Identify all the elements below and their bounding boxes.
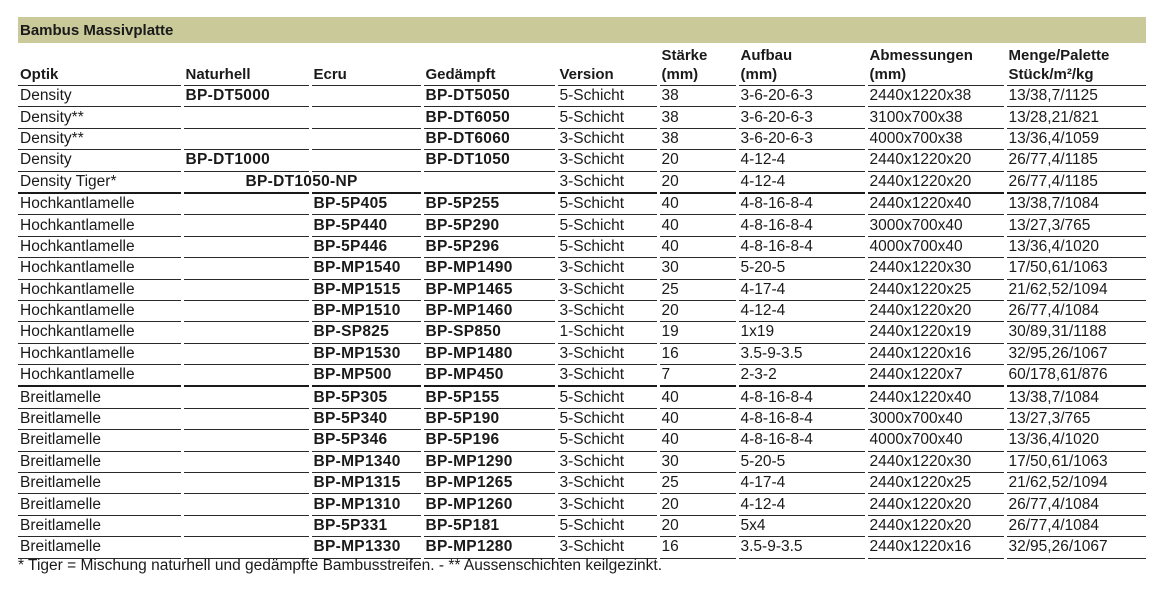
table-row	[18, 537, 1146, 558]
cell-aufbau: 4-12-4	[737, 300, 866, 321]
cell-naturhell	[182, 300, 310, 321]
cell-version: 5-Schicht	[556, 86, 658, 107]
cell-menge: 13/27,3/765	[1005, 408, 1146, 429]
table-row	[18, 279, 1146, 300]
table-row	[18, 451, 1146, 472]
cell-staerke: 30	[658, 258, 737, 279]
cell-abmessungen: 2440x1220x38	[866, 86, 1005, 107]
cell-naturhell	[182, 128, 310, 149]
cell-ecru: BP-5P331	[310, 515, 422, 536]
table-row	[18, 515, 1146, 536]
cell-staerke: 30	[658, 451, 737, 472]
cell-ecru: BP-SP825	[310, 322, 422, 343]
cell-abmessungen: 2440x1220x30	[866, 258, 1005, 279]
cell-aufbau: 4-8-16-8-4	[737, 386, 866, 408]
cell-abmessungen: 4000x700x40	[866, 236, 1005, 257]
cell-version: 5-Schicht	[556, 193, 658, 215]
cell-abmessungen: 3000x700x40	[866, 408, 1005, 429]
table-row	[18, 107, 1146, 128]
cell-staerke: 38	[658, 107, 737, 128]
cell-optik: Breitlamelle	[18, 430, 182, 451]
cell-aufbau: 4-17-4	[737, 473, 866, 494]
cell-naturhell	[182, 386, 310, 408]
cell-naturhell	[182, 473, 310, 494]
cell-abmessungen: 4000x700x38	[866, 128, 1005, 149]
header-naturhell: Naturhell	[182, 44, 310, 86]
cell-gedaempft: BP-MP1260	[422, 494, 556, 515]
cell-ecru	[310, 150, 422, 171]
cell-optik: Breitlamelle	[18, 473, 182, 494]
cell-ecru: BP-MP1515	[310, 279, 422, 300]
cell-menge: 13/36,4/1059	[1005, 128, 1146, 149]
cell-gedaempft: BP-DT6060	[422, 128, 556, 149]
cell-abmessungen: 2440x1220x16	[866, 537, 1005, 558]
table-row	[18, 430, 1146, 451]
cell-optik: Hochkantlamelle	[18, 236, 182, 257]
cell-aufbau: 4-12-4	[737, 494, 866, 515]
cell-abmessungen: 3100x700x38	[866, 107, 1005, 128]
cell-ecru: BP-MP1540	[310, 258, 422, 279]
cell-abmessungen: 2440x1220x20	[866, 171, 1005, 193]
cell-optik: Breitlamelle	[18, 451, 182, 472]
cell-menge: 17/50,61/1063	[1005, 451, 1146, 472]
cell-aufbau: 4-17-4	[737, 279, 866, 300]
cell-abmessungen: 2440x1220x20	[866, 515, 1005, 536]
table-row	[18, 494, 1146, 515]
cell-ecru	[310, 107, 422, 128]
cell-staerke: 40	[658, 386, 737, 408]
cell-menge: 26/77,4/1084	[1005, 515, 1146, 536]
cell-abmessungen: 2440x1220x19	[866, 322, 1005, 343]
cell-menge: 30/89,31/1188	[1005, 322, 1146, 343]
cell-menge: 26/77,4/1185	[1005, 171, 1146, 193]
cell-staerke: 25	[658, 279, 737, 300]
cell-version: 3-Schicht	[556, 258, 658, 279]
cell-version: 5-Schicht	[556, 107, 658, 128]
cell-gedaempft: BP-DT1050	[422, 150, 556, 171]
cell-version: 3-Schicht	[556, 279, 658, 300]
cell-ecru	[310, 128, 422, 149]
cell-version: 1-Schicht	[556, 322, 658, 343]
cell-optik: Density**	[18, 107, 182, 128]
cell-gedaempft: BP-DT6050	[422, 107, 556, 128]
cell-gedaempft	[422, 171, 556, 193]
cell-staerke: 40	[658, 408, 737, 429]
cell-staerke: 20	[658, 300, 737, 321]
table-row	[18, 171, 1146, 193]
cell-aufbau: 1x19	[737, 322, 866, 343]
cell-gedaempft: BP-MP1465	[422, 279, 556, 300]
cell-gedaempft: BP-MP450	[422, 365, 556, 387]
cell-naturhell	[182, 430, 310, 451]
cell-gedaempft: BP-5P196	[422, 430, 556, 451]
cell-staerke: 20	[658, 494, 737, 515]
cell-version: 5-Schicht	[556, 236, 658, 257]
cell-abmessungen: 2440x1220x20	[866, 300, 1005, 321]
cell-staerke: 40	[658, 430, 737, 451]
cell-gedaempft: BP-MP1290	[422, 451, 556, 472]
cell-version: 3-Schicht	[556, 473, 658, 494]
cell-abmessungen: 2440x1220x7	[866, 365, 1005, 387]
cell-menge: 13/36,4/1020	[1005, 430, 1146, 451]
cell-gedaempft: BP-MP1265	[422, 473, 556, 494]
cell-optik: Breitlamelle	[18, 386, 182, 408]
cell-naturhell	[182, 193, 310, 215]
cell-gedaempft: BP-SP850	[422, 322, 556, 343]
cell-aufbau: 3-6-20-6-3	[737, 107, 866, 128]
table-row	[18, 236, 1146, 257]
cell-naturhell	[182, 494, 310, 515]
cell-ecru: BP-5P405	[310, 193, 422, 215]
header-gedaempft: Gedämpft	[422, 44, 556, 86]
cell-version: 3-Schicht	[556, 451, 658, 472]
table-row	[18, 86, 1146, 107]
header-staerke: Stärke (mm)	[658, 44, 737, 86]
cell-abmessungen: 2440x1220x25	[866, 473, 1005, 494]
cell-gedaempft: BP-5P255	[422, 193, 556, 215]
product-table	[18, 44, 1146, 559]
cell-naturhell	[182, 343, 310, 364]
cell-aufbau: 4-12-4	[737, 150, 866, 171]
cell-menge: 21/62,52/1094	[1005, 279, 1146, 300]
cell-version: 5-Schicht	[556, 215, 658, 236]
cell-optik: Hochkantlamelle	[18, 343, 182, 364]
cell-naturhell	[182, 215, 310, 236]
cell-abmessungen: 4000x700x40	[866, 430, 1005, 451]
cell-naturhell	[182, 537, 310, 558]
cell-gedaempft: BP-DT5050	[422, 86, 556, 107]
cell-ecru: BP-5P305	[310, 386, 422, 408]
cell-aufbau: 4-8-16-8-4	[737, 215, 866, 236]
cell-naturhell	[182, 322, 310, 343]
cell-gedaempft: BP-5P290	[422, 215, 556, 236]
table-row	[18, 300, 1146, 321]
cell-aufbau: 4-8-16-8-4	[737, 408, 866, 429]
cell-abmessungen: 2440x1220x30	[866, 451, 1005, 472]
cell-optik: Breitlamelle	[18, 515, 182, 536]
header-menge: Menge/Palette Stück/m²/kg	[1005, 44, 1146, 86]
cell-aufbau: 4-8-16-8-4	[737, 430, 866, 451]
cell-gedaempft: BP-MP1490	[422, 258, 556, 279]
cell-optik: Hochkantlamelle	[18, 300, 182, 321]
cell-ecru	[310, 86, 422, 107]
cell-version: 3-Schicht	[556, 150, 658, 171]
cell-menge: 26/77,4/1185	[1005, 150, 1146, 171]
cell-staerke: 40	[658, 215, 737, 236]
cell-staerke: 19	[658, 322, 737, 343]
cell-optik: Hochkantlamelle	[18, 322, 182, 343]
cell-ecru: BP-5P346	[310, 430, 422, 451]
cell-version: 5-Schicht	[556, 408, 658, 429]
cell-optik: Hochkantlamelle	[18, 279, 182, 300]
cell-staerke: 25	[658, 473, 737, 494]
cell-gedaempft: BP-MP1460	[422, 300, 556, 321]
cell-menge: 13/27,3/765	[1005, 215, 1146, 236]
cell-gedaempft: BP-5P155	[422, 386, 556, 408]
cell-menge: 13/38,7/1125	[1005, 86, 1146, 107]
cell-gedaempft: BP-5P296	[422, 236, 556, 257]
cell-ecru: BP-5P340	[310, 408, 422, 429]
header-abmessungen: Abmessungen (mm)	[866, 44, 1005, 86]
cell-optik: Density	[18, 150, 182, 171]
cell-aufbau: 5-20-5	[737, 451, 866, 472]
cell-ecru: BP-MP1330	[310, 537, 422, 558]
cell-menge: 13/36,4/1020	[1005, 236, 1146, 257]
table-row	[18, 365, 1146, 387]
cell-staerke: 16	[658, 537, 737, 558]
cell-staerke: 20	[658, 171, 737, 193]
cell-version: 3-Schicht	[556, 365, 658, 387]
table-title: Bambus Massivplatte	[18, 17, 1146, 43]
cell-aufbau: 2-3-2	[737, 365, 866, 387]
cell-menge: 21/62,52/1094	[1005, 473, 1146, 494]
cell-abmessungen: 2440x1220x25	[866, 279, 1005, 300]
cell-menge: 26/77,4/1084	[1005, 300, 1146, 321]
cell-ecru: BP-MP1510	[310, 300, 422, 321]
table-row	[18, 408, 1146, 429]
cell-aufbau: 3.5-9-3.5	[737, 537, 866, 558]
cell-naturhell	[182, 279, 310, 300]
table-row	[18, 258, 1146, 279]
cell-aufbau: 4-8-16-8-4	[737, 193, 866, 215]
cell-ecru: BP-MP500	[310, 365, 422, 387]
header-optik: Optik	[18, 44, 182, 86]
cell-gedaempft: BP-MP1480	[422, 343, 556, 364]
cell-ecru: BP-MP1315	[310, 473, 422, 494]
cell-ecru: BP-5P440	[310, 215, 422, 236]
table-row	[18, 322, 1146, 343]
cell-naturhell	[182, 236, 310, 257]
cell-staerke: 20	[658, 515, 737, 536]
cell-menge: 13/38,7/1084	[1005, 386, 1146, 408]
cell-menge: 17/50,61/1063	[1005, 258, 1146, 279]
cell-optik: Hochkantlamelle	[18, 215, 182, 236]
cell-ecru: BP-MP1530	[310, 343, 422, 364]
cell-gedaempft: BP-MP1280	[422, 537, 556, 558]
cell-version: 3-Schicht	[556, 537, 658, 558]
cell-version: 3-Schicht	[556, 494, 658, 515]
table-row	[18, 343, 1146, 364]
cell-aufbau: 5-20-5	[737, 258, 866, 279]
cell-optik: Density**	[18, 128, 182, 149]
cell-optik: Hochkantlamelle	[18, 258, 182, 279]
cell-menge: 32/95,26/1067	[1005, 343, 1146, 364]
cell-ecru: BP-5P446	[310, 236, 422, 257]
cell-naturhell	[182, 258, 310, 279]
cell-abmessungen: 2440x1220x20	[866, 150, 1005, 171]
cell-version: 3-Schicht	[556, 171, 658, 193]
cell-version: 5-Schicht	[556, 515, 658, 536]
cell-version: 3-Schicht	[556, 343, 658, 364]
cell-menge: 26/77,4/1084	[1005, 494, 1146, 515]
cell-abmessungen: 3000x700x40	[866, 215, 1005, 236]
cell-optik: Hochkantlamelle	[18, 193, 182, 215]
cell-version: 3-Schicht	[556, 300, 658, 321]
cell-version: 5-Schicht	[556, 386, 658, 408]
cell-naturhell: BP-DT1000	[182, 150, 310, 171]
cell-menge: 13/28,21/821	[1005, 107, 1146, 128]
cell-staerke: 20	[658, 150, 737, 171]
cell-ecru: BP-MP1340	[310, 451, 422, 472]
cell-aufbau: 3-6-20-6-3	[737, 128, 866, 149]
header-ecru: Ecru	[310, 44, 422, 86]
table-body	[18, 86, 1146, 559]
cell-staerke: 16	[658, 343, 737, 364]
table-row	[18, 128, 1146, 149]
cell-optik: Breitlamelle	[18, 408, 182, 429]
cell-menge: 60/178,61/876	[1005, 365, 1146, 387]
table-row	[18, 150, 1146, 171]
cell-optik: Breitlamelle	[18, 494, 182, 515]
table-row	[18, 473, 1146, 494]
table-row	[18, 193, 1146, 215]
cell-staerke: 40	[658, 236, 737, 257]
table-row	[18, 386, 1146, 408]
cell-gedaempft: BP-5P190	[422, 408, 556, 429]
cell-aufbau: 5x4	[737, 515, 866, 536]
cell-naturhell	[182, 515, 310, 536]
cell-staerke: 7	[658, 365, 737, 387]
cell-naturhell: BP-DT5000	[182, 86, 310, 107]
cell-gedaempft: BP-5P181	[422, 515, 556, 536]
cell-naturhell	[182, 107, 310, 128]
cell-version: 3-Schicht	[556, 128, 658, 149]
cell-aufbau: 3-6-20-6-3	[737, 86, 866, 107]
cell-aufbau: 4-8-16-8-4	[737, 236, 866, 257]
cell-optik: Hochkantlamelle	[18, 365, 182, 387]
cell-abmessungen: 2440x1220x40	[866, 193, 1005, 215]
cell-staerke: 40	[658, 193, 737, 215]
footnote: * Tiger = Mischung naturhell und gedämpfte Bambusstreifen. - ** Aussenschichten keilgezinkt.	[18, 557, 663, 574]
cell-naturhell	[182, 451, 310, 472]
cell-abmessungen: 2440x1220x40	[866, 386, 1005, 408]
cell-abmessungen: 2440x1220x20	[866, 494, 1005, 515]
header-row	[18, 44, 1146, 86]
cell-menge: 32/95,26/1067	[1005, 537, 1146, 558]
cell-naturhell	[182, 408, 310, 429]
cell-aufbau: 4-12-4	[737, 171, 866, 193]
cell-optik: Breitlamelle	[18, 537, 182, 558]
cell-naturhell: BP-DT1050-NP	[182, 171, 310, 193]
cell-staerke: 38	[658, 86, 737, 107]
cell-optik: Density Tiger*	[18, 171, 182, 193]
cell-naturhell	[182, 365, 310, 387]
cell-abmessungen: 2440x1220x16	[866, 343, 1005, 364]
cell-aufbau: 3.5-9-3.5	[737, 343, 866, 364]
cell-ecru: BP-MP1310	[310, 494, 422, 515]
cell-menge: 13/38,7/1084	[1005, 193, 1146, 215]
cell-optik: Density	[18, 86, 182, 107]
header-version: Version	[556, 44, 658, 86]
header-aufbau: Aufbau (mm)	[737, 44, 866, 86]
cell-staerke: 38	[658, 128, 737, 149]
table-row	[18, 215, 1146, 236]
cell-version: 5-Schicht	[556, 430, 658, 451]
